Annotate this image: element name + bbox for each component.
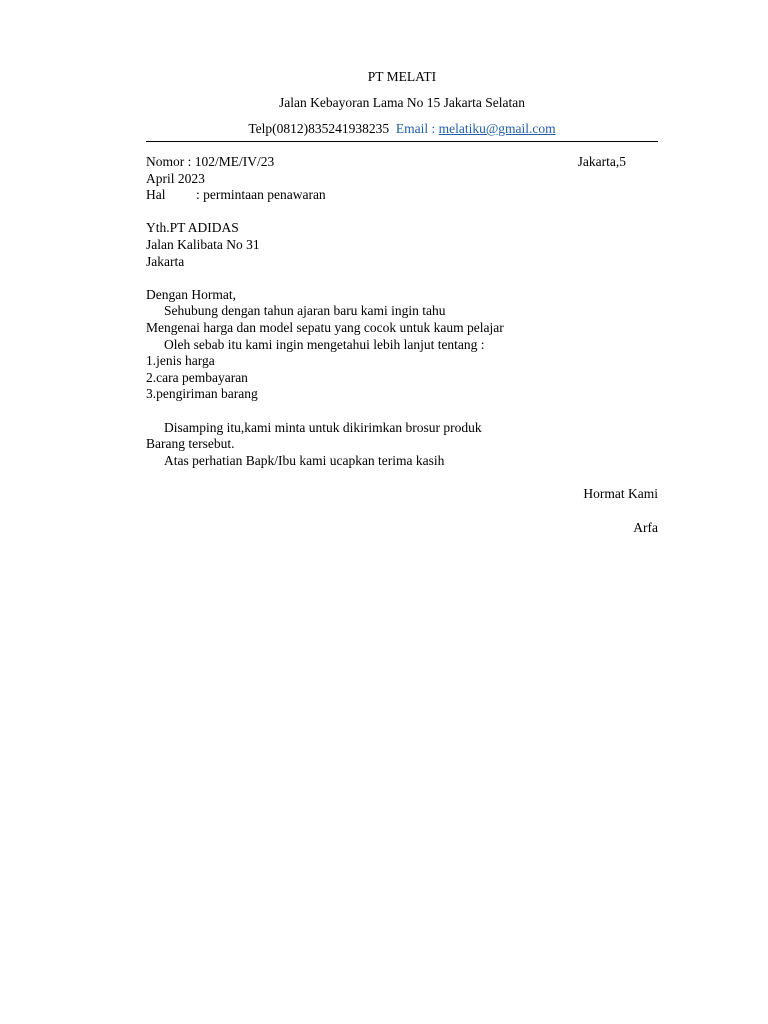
signer-name: Arfa	[633, 520, 658, 536]
email-label: Email :	[395, 121, 436, 136]
paragraph-1-line-2: Mengenai harga dan model sepatu yang cocok untuk kaum pelajar	[146, 319, 504, 335]
list-item: 1.jenis harga	[146, 353, 215, 369]
hal-label: Hal	[146, 187, 166, 203]
paragraph-3-line-1: Disamping itu,kami minta untuk dikirimkan brosur produk	[164, 419, 482, 435]
paragraph-3-line-2: Barang tersebut.	[146, 436, 235, 452]
company-contact	[146, 120, 658, 138]
nomor-row	[146, 154, 658, 171]
recipient-city: Jakarta	[146, 253, 185, 269]
paragraph-4-line-1: Atas perhatian Bapk/Ibu kami ucapkan terima kasih	[164, 452, 445, 468]
spacer	[146, 204, 658, 221]
letter-page	[146, 66, 658, 537]
email-link[interactable]: melatiku@gmail.com	[438, 121, 556, 136]
list-item: 2.cara pembayaran	[146, 369, 248, 385]
nomor-text: Nomor : 102/ME/IV/23	[146, 154, 275, 169]
list-item: 3.pengiriman barang	[146, 386, 258, 402]
hal-value: : permintaan penawaran	[196, 187, 326, 203]
date-part2: April 2023	[146, 170, 205, 186]
paragraph-1-line-1: Sehubung dengan tahun ajaran baru kami ingin tahu	[164, 303, 446, 319]
recipient-block	[146, 220, 658, 270]
letter-body	[146, 287, 658, 470]
letter-meta	[146, 154, 658, 204]
hal-row	[146, 187, 658, 204]
greeting: Dengan Hormat,	[146, 286, 236, 302]
date-part1: Jakarta,5	[577, 154, 626, 169]
recipient-street: Jalan Kalibata No 31	[146, 236, 260, 252]
company-address: Jalan Kebayoran Lama No 15 Jakarta Selatan	[279, 95, 525, 110]
spacer	[146, 270, 658, 287]
recipient-name: Yth.PT ADIDAS	[146, 220, 239, 236]
company-phone: Telp(0812)835241938235	[248, 121, 390, 136]
company-name: PT MELATI	[367, 69, 437, 84]
spacer	[146, 403, 658, 420]
paragraph-2-line-1: Oleh sebab itu kami ingin mengetahui lebih lanjut tentang :	[164, 336, 485, 352]
letterhead-divider	[146, 141, 658, 142]
closing-text: Hormat Kami	[583, 485, 658, 501]
